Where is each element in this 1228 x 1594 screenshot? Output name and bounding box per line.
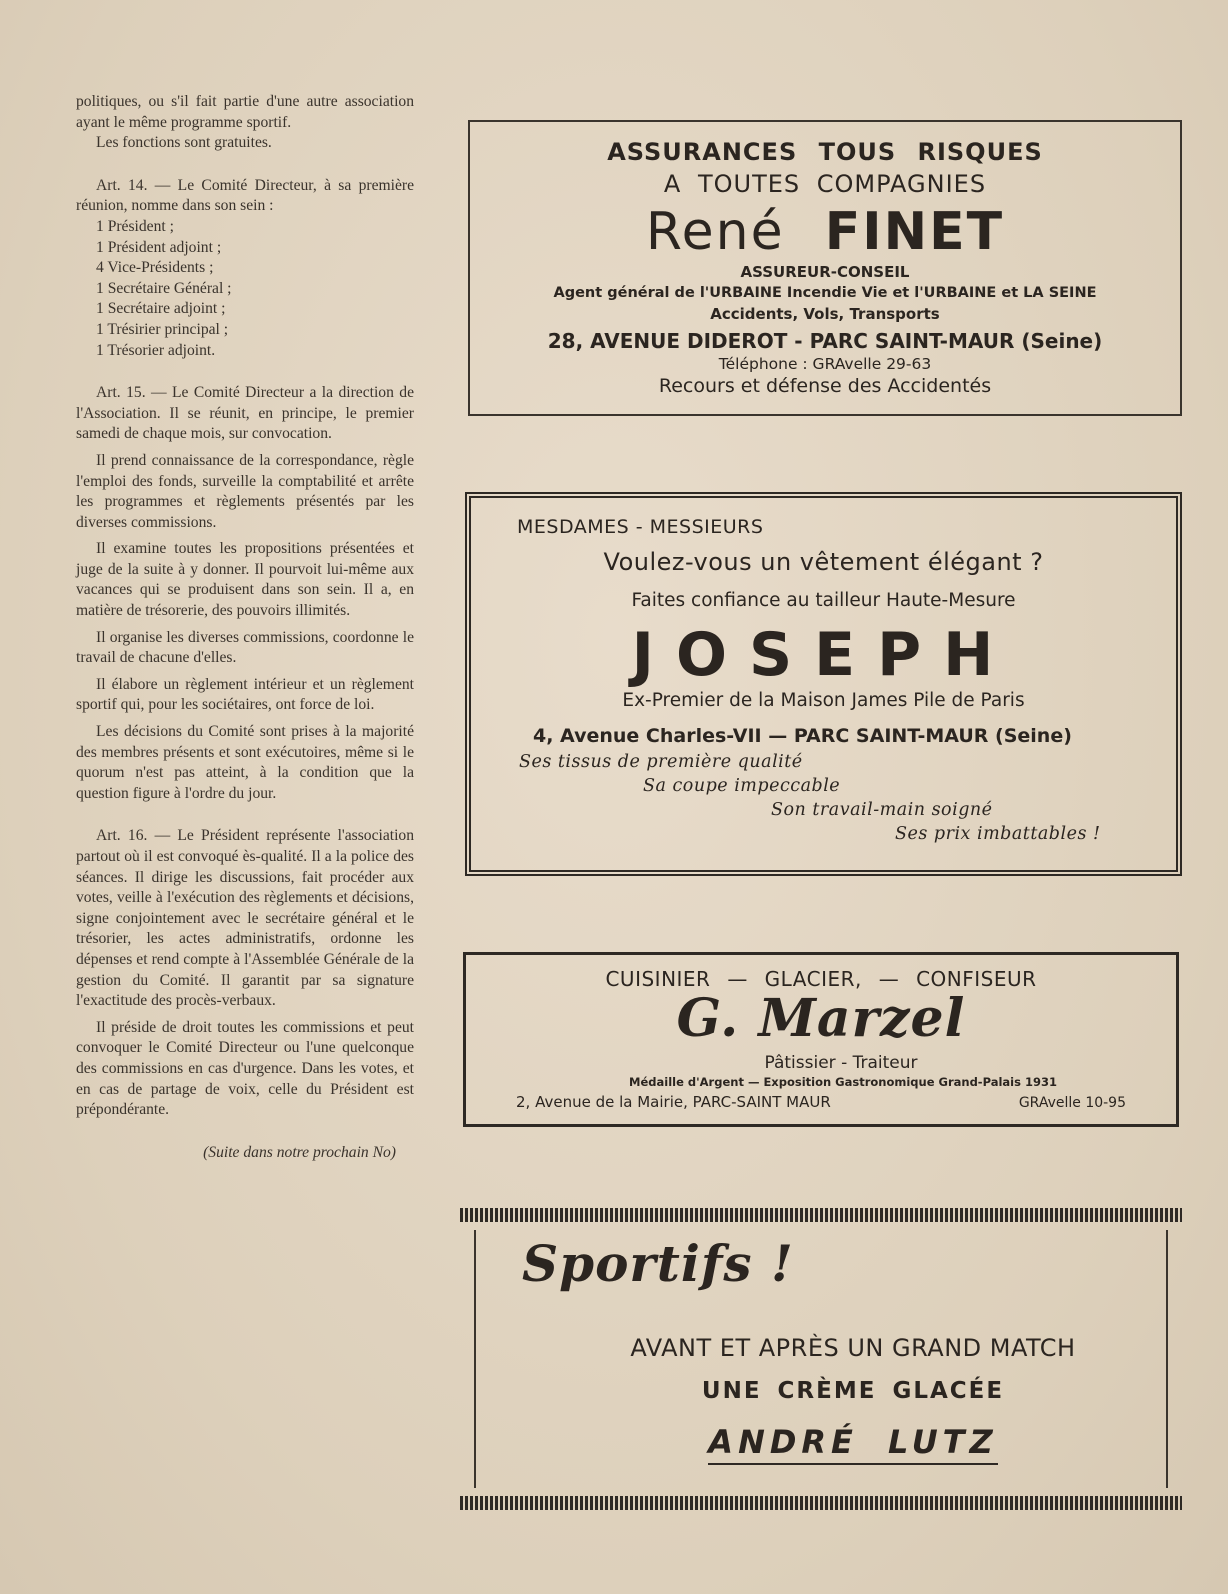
office-item: 4 Vice-Présidents ;: [96, 259, 214, 277]
statute-paragraph: Il organise les diverses commissions, coordonne le travail de chacune d'elles.: [76, 628, 414, 667]
ad-address: 4, Avenue Charles-VII — PARC SAINT-MAUR (Seine): [533, 725, 1072, 747]
ad-finet-insurance: [468, 120, 1182, 416]
statute-paragraph: politiques, ou s'il fait partie d'une autre association ayant le même programme sportif.: [76, 93, 414, 131]
advertiser-role: ASSUREUR-CONSEIL: [740, 263, 910, 281]
ad-question: Voulez-vous un vêtement élégant ?: [603, 548, 1044, 576]
ad-tagline: Son travail-main soigné: [771, 800, 993, 820]
decorative-border: [460, 1208, 1182, 1222]
ad-product-text: UNE CRÈME GLACÉE: [701, 1378, 1005, 1404]
article-14: Art. 14. — Le Comité Directeur, à sa première réunion, nomme dans son sein :: [76, 176, 414, 215]
statute-paragraph: Il élabore un règlement intérieur et un règlement sportif qui, pour les sociétaires, ont force de loi.: [76, 675, 414, 714]
office-item: 1 Secrétaire Général ;: [96, 279, 232, 297]
ad-award: Médaille d'Argent — Exposition Gastronomique Grand-Palais 1931: [629, 1075, 1057, 1089]
office-item: 1 Président ;: [96, 217, 174, 235]
insurance-lines: Accidents, Vols, Transports: [710, 305, 940, 323]
ad-subheadline: Faites confiance au tailleur Haute-Mesure: [631, 590, 1016, 611]
decorative-border: [460, 1496, 1182, 1510]
advertiser-name: JOSEPH: [631, 620, 1016, 690]
ad-tagline: Sa coupe impeccable: [643, 776, 841, 796]
ad-joseph-tailor: [465, 492, 1182, 876]
article-15: Art. 15. — Le Comité Directeur a la direction de l'Association. Il se réunit, en principe, le premier samedi de chaque mois, sur convocation.: [76, 384, 414, 443]
ad-subheadline: A TOUTES COMPAGNIES: [663, 170, 987, 198]
ad-greeting: MESDAMES - MESSIEURS: [517, 516, 764, 538]
advertiser-name: G. Marzel: [676, 988, 966, 1049]
ad-product: [460, 1378, 1182, 1404]
office-item: 1 Secrétaire adjoint ;: [96, 300, 226, 318]
continued-note: (Suite dans notre prochain No): [203, 1143, 396, 1161]
statutes-column: [76, 92, 414, 1163]
ad-credential: Ex-Premier de la Maison James Pile de Paris: [622, 690, 1025, 711]
ad-phone: Téléphone : GRAvelle 29-63: [718, 355, 932, 373]
advertiser-name: [470, 202, 1180, 262]
office-item: 1 Président adjoint ;: [96, 238, 222, 256]
brand-text: ANDRÉ LUTZ: [708, 1423, 997, 1465]
ad-address: 2, Avenue de la Mairie, PARC-SAINT MAUR: [516, 1093, 831, 1111]
ad-marzel-patisserie: [463, 952, 1179, 1127]
ad-headline: Sportifs !: [522, 1234, 794, 1293]
ad-phone: GRAvelle 10-95: [1018, 1095, 1126, 1111]
ad-trades: CUISINIER — GLACIER, — CONFISEUR: [605, 967, 1037, 991]
statute-paragraph: Les décisions du Comité sont prises à la majorité des membres présents et sont exécutoires, même si le quorum n'est pas atteint, à la condition que la question figure à l'ordre du jour.: [76, 723, 414, 802]
office-item: 1 Trésirier principal ;: [96, 320, 229, 338]
statute-paragraph: Il préside de droit toutes les commissions et peut convoquer le Comité Directeur ou l'une quelconque des commissions en cas d'urgence. Dans les votes, et en cas de partage de voix, celle du Président est prépondérante.: [76, 1018, 414, 1119]
first-name: René: [645, 202, 785, 262]
ad-lutz-ice-cream: [460, 1208, 1182, 1510]
ad-address: 28, AVENUE DIDEROT - PARC SAINT-MAUR (Seine): [547, 329, 1103, 353]
agent-description: Agent général de l'URBAINE Incendie Vie et l'URBAINE et LA SEINE: [553, 285, 1097, 301]
ad-tagline: Ses prix imbattables !: [895, 824, 1101, 844]
last-name: FINET: [824, 202, 1005, 262]
ad-headline: ASSURANCES TOUS RISQUES: [607, 138, 1043, 166]
article-16: Art. 16. — Le Président représente l'association partout où il est convoqué ès-qualité. Il a la police des séances. Il dirige les discussions, fait procéder aux votes, veille à l'exécution des règlements et décisions, signe conjointement avec le secrétaire général et le trésorier, les actes administratifs, ordonne les dépenses et rend compte à l'Assemblée Générale de la gestion du Comité. Il garantit par sa signature l'exactitude des procès-verbaux.: [76, 827, 414, 1010]
advertiser-name: [460, 1423, 1182, 1461]
statute-paragraph: Il prend connaissance de la correspondance, règle l'emploi des fonds, surveille la comptabilité et arrête les programmes et règlements présentés par les diverses commissions.: [76, 451, 414, 531]
statute-paragraph: Il examine toutes les propositions présentées et juge de la suite à y donner. Il pourvoit lui-même aux vacances qui se produisent dans son sein. Il a, en matière de trésorerie, des pouvoirs illimités.: [76, 540, 414, 620]
ad-tagline: Ses tissus de première qualité: [519, 752, 803, 772]
ad-subheadline: AVANT ET APRÈS UN GRAND MATCH: [630, 1334, 1076, 1362]
office-item: 1 Trésorier adjoint.: [96, 341, 216, 359]
ad-subheadline: Pâtissier - Traiteur: [764, 1053, 918, 1073]
ad-tagline: Recours et défense des Accidentés: [658, 375, 992, 397]
statute-paragraph: Les fonctions sont gratuites.: [96, 134, 272, 152]
office-list: [76, 217, 414, 361]
